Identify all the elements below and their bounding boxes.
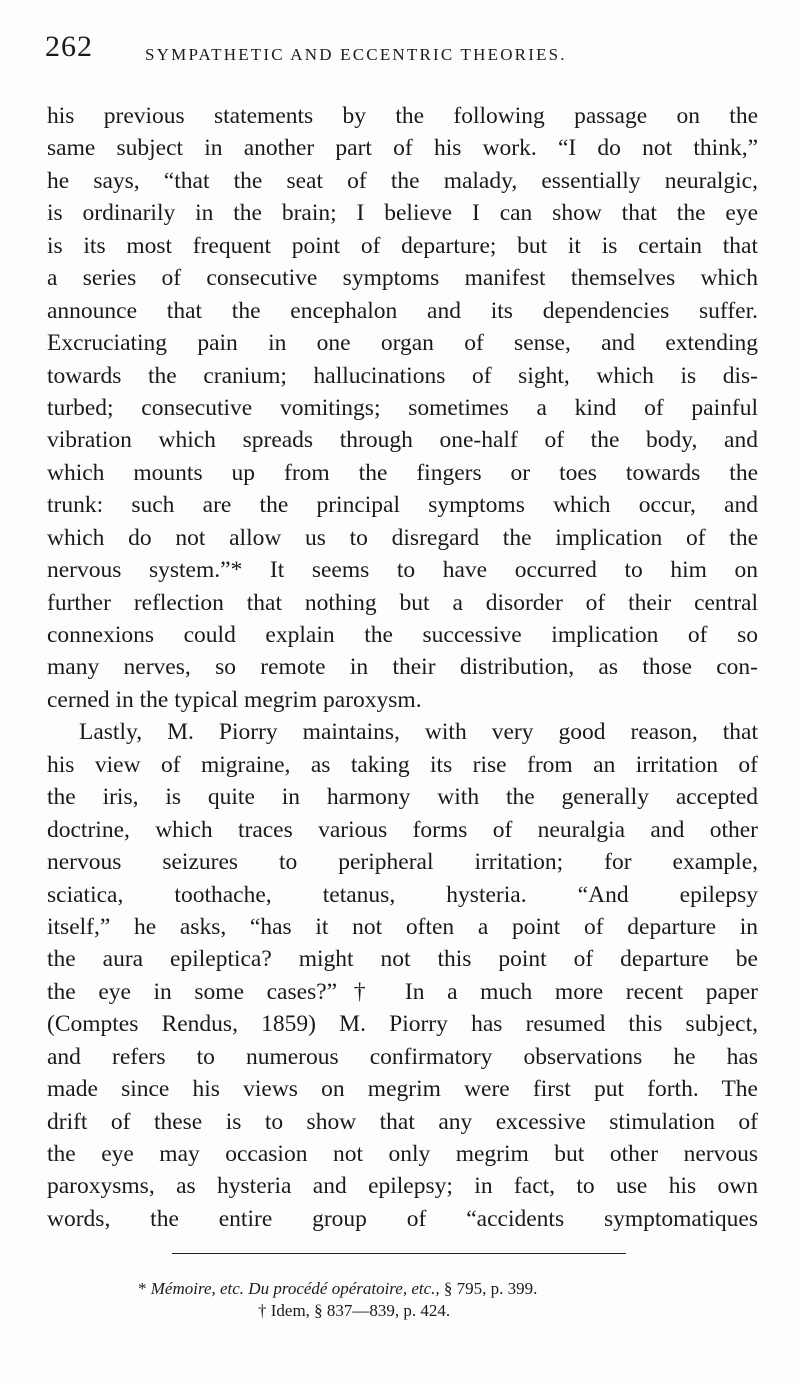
text-line: he says, “that the seat of the malady, essentially neuralgic, (47, 167, 758, 194)
text-line: doctrine, which traces various forms of neuralgia and other (47, 816, 758, 843)
text-line: the aura epileptica? might not this point of departure be (47, 946, 758, 973)
text-line: announce that the encephalon and its dependencies suffer. (47, 297, 758, 324)
footnotes (120, 1278, 720, 1322)
text-line: made since his views on megrim were first put forth. The (47, 1076, 758, 1103)
footnote-1-marker: * (138, 1279, 147, 1298)
text-line: is its most frequent point of departure; but it is certain that (47, 232, 758, 259)
running-head (45, 30, 765, 70)
text-line: the eye in some cases?”† In a much more recent paper (47, 978, 758, 1005)
footnote-1-reference: § 795, p. 399. (443, 1279, 538, 1298)
footnote-2: † Idem, § 837—839, p. 424. (258, 1301, 451, 1320)
text-line: his previous statements by the following passage on the (47, 103, 758, 129)
text-line: towards the cranium; hallucinations of sight, which is dis- (47, 362, 758, 389)
text-line: Excruciating pain in one organ of sense, and extending (47, 330, 758, 357)
page-number: 262 (45, 30, 93, 63)
paragraph-end-line: cerned in the typical megrim paroxysm. (47, 686, 422, 713)
text-line: is ordinarily in the brain; I believe I can show that the eye (47, 200, 758, 227)
text-line: which mounts up from the fingers or toes towards the (47, 459, 758, 486)
text-line: nervous system.”* It seems to have occurred to him on (47, 557, 758, 584)
body-text (47, 100, 758, 1235)
text-line: the iris, is quite in harmony with the generally accepted (47, 784, 758, 811)
text-line: words, the entire group of “accidents symptomatiques (47, 1205, 758, 1232)
text-line: itself,” he asks, “has it not often a point of departure in (47, 913, 758, 940)
text-line: trunk: such are the principal symptoms which occur, and (47, 492, 758, 519)
footnote-rule (172, 1253, 626, 1254)
text-line: many nerves, so remote in their distribution, as those con- (47, 654, 758, 681)
text-line: which do not allow us to disregard the implication of the (47, 524, 758, 551)
text-line: vibration which spreads through one-half of the body, and (47, 427, 758, 454)
text-line: nervous seizures to peripheral irritation; for example, (47, 849, 758, 876)
text-line: sciatica, toothache, tetanus, hysteria. “And epilepsy (47, 881, 758, 908)
paragraph-start-line: Lastly, M. Piorry maintains, with very good reason, that (79, 719, 758, 746)
text-line: further reflection that nothing but a disorder of their central (47, 589, 758, 616)
text-line: a series of consecutive symptoms manifest themselves which (47, 265, 758, 292)
running-title: SYMPATHETIC AND ECCENTRIC THEORIES. (145, 45, 567, 64)
footnote-1-citation: Mémoire, etc. Du procédé opératoire, etc., (150, 1279, 440, 1298)
text-line: turbed; consecutive vomitings; sometimes a kind of painful (47, 394, 758, 421)
text-line: and refers to numerous confirmatory observations he has (47, 1043, 758, 1070)
text-line: same subject in another part of his work. “I do not think,” (47, 135, 758, 162)
footnote-1 (120, 1278, 720, 1300)
text-line: drift of these is to show that any excessive stimulation of (47, 1108, 758, 1135)
text-line: the eye may occasion not only megrim but other nervous (47, 1141, 758, 1167)
text-line: his view of migraine, as taking its rise from an irritation of (47, 751, 758, 778)
text-line: (Comptes Rendus, 1859) M. Piorry has resumed this subject, (47, 1011, 758, 1038)
text-line: connexions could explain the successive implication of so (47, 622, 758, 648)
text-line: paroxysms, as hysteria and epilepsy; in fact, to use his own (47, 1173, 758, 1200)
